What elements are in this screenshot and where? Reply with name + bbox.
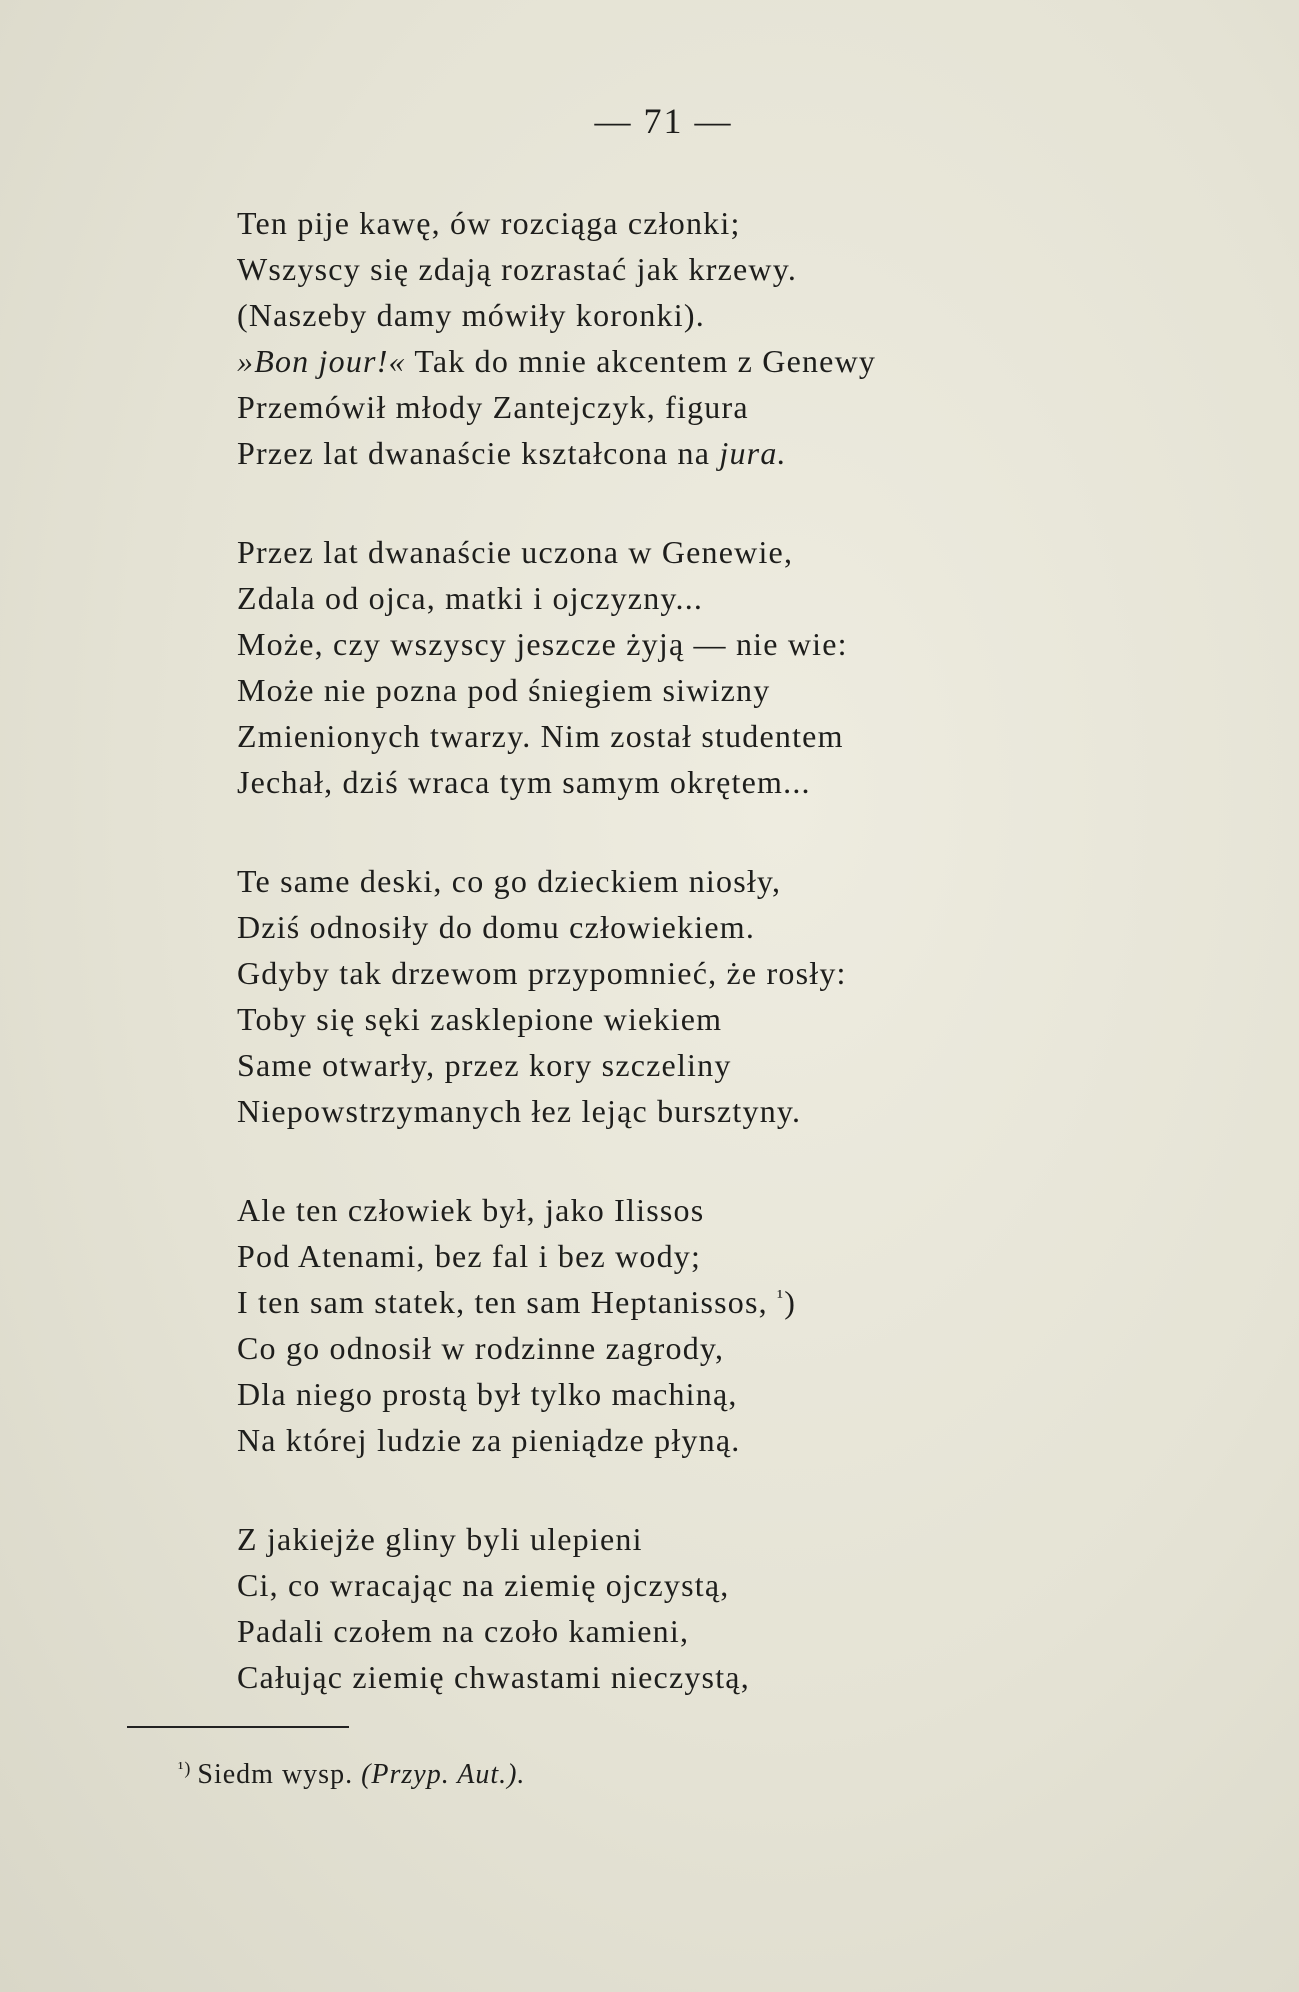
verse-line: Same otwarły, przez kory szczeliny: [237, 1047, 732, 1083]
verse-line: [237, 1279, 1097, 1325]
verse-line: Gdyby tak drzewom przypomnieć, że rosły:: [237, 955, 847, 991]
verse-line: Przemówił młody Zantejczyk, figura: [237, 389, 749, 425]
footnote-attribution: (Przyp. Aut.).: [361, 1759, 526, 1790]
stanza-3: [237, 858, 1097, 1134]
verse-text: I ten sam statek, ten sam Heptanissos,: [237, 1284, 778, 1320]
verse-text: Tak do mnie akcentem z Genewy: [405, 343, 877, 379]
footnote-reference: ¹: [777, 1286, 785, 1308]
verse-line: Jechał, dziś wraca tym samym okrętem...: [237, 764, 811, 800]
verse-line: Może, czy wszyscy jeszcze żyją — nie wie:: [237, 626, 848, 662]
verse-line: Padali czołem na czoło kamieni,: [237, 1613, 690, 1649]
footnote-mark: ¹): [178, 1758, 192, 1778]
verse-text: ): [784, 1284, 797, 1320]
verse-text: Przez lat dwanaście kształcona na: [237, 435, 720, 471]
verse-line: Przez lat dwanaście uczona w Genewie,: [237, 534, 794, 570]
stanza-2: [237, 529, 1097, 805]
verse-line: Zmienionych twarzy. Nim został studentem: [237, 718, 844, 754]
page-number: [0, 100, 1299, 142]
verse-line: Dziś odnosiły do domu człowiekiem.: [237, 909, 756, 945]
verse-line: Wszyscy się zdają rozrastać jak krzewy.: [237, 251, 798, 287]
verse-italic: »Bon jour!«: [237, 343, 406, 379]
verse-line: Ci, co wracając na ziemię ojczystą,: [237, 1567, 730, 1603]
stanza-4: [237, 1187, 1097, 1463]
verse-line: Toby się sęki zasklepione wiekiem: [237, 1001, 723, 1037]
verse-line: [237, 430, 1097, 476]
stanza-1: [237, 200, 1097, 476]
footnote-text: Siedm wysp.: [197, 1759, 362, 1790]
verse-line: Dla niego prostą był tylko machiną,: [237, 1376, 738, 1412]
verse-line: Może nie pozna pod śniegiem siwizny: [237, 672, 771, 708]
verse-italic: jura.: [719, 435, 787, 471]
verse-line: Te same deski, co go dzieckiem niosły,: [237, 863, 782, 899]
footnote: [178, 1758, 525, 1791]
page-number-text: — 71 —: [594, 101, 733, 141]
verse-line: Ale ten człowiek był, jako Ilissos: [237, 1192, 705, 1228]
verse-line: Z jakiejże gliny byli ulepieni: [237, 1521, 643, 1557]
verse-line: Całując ziemię chwastami nieczystą,: [237, 1659, 750, 1695]
verse-line: Ten pije kawę, ów rozciąga członki;: [237, 205, 741, 241]
stanza-5: [237, 1516, 1097, 1700]
poem: [237, 200, 1097, 1753]
verse-line: Co go odnosił w rodzinne zagrody,: [237, 1330, 725, 1366]
verse-line: Niepowstrzymanych łez lejąc bursztyny.: [237, 1093, 802, 1129]
verse-line: (Naszeby damy mówiły koronki).: [237, 297, 705, 333]
verse-line: [237, 338, 1097, 384]
verse-line: Na której ludzie za pieniądze płyną.: [237, 1422, 741, 1458]
verse-line: Zdala od ojca, matki i ojczyzny...: [237, 580, 704, 616]
footnote-divider: [127, 1726, 349, 1728]
verse-line: Pod Atenami, bez fal i bez wody;: [237, 1238, 702, 1274]
